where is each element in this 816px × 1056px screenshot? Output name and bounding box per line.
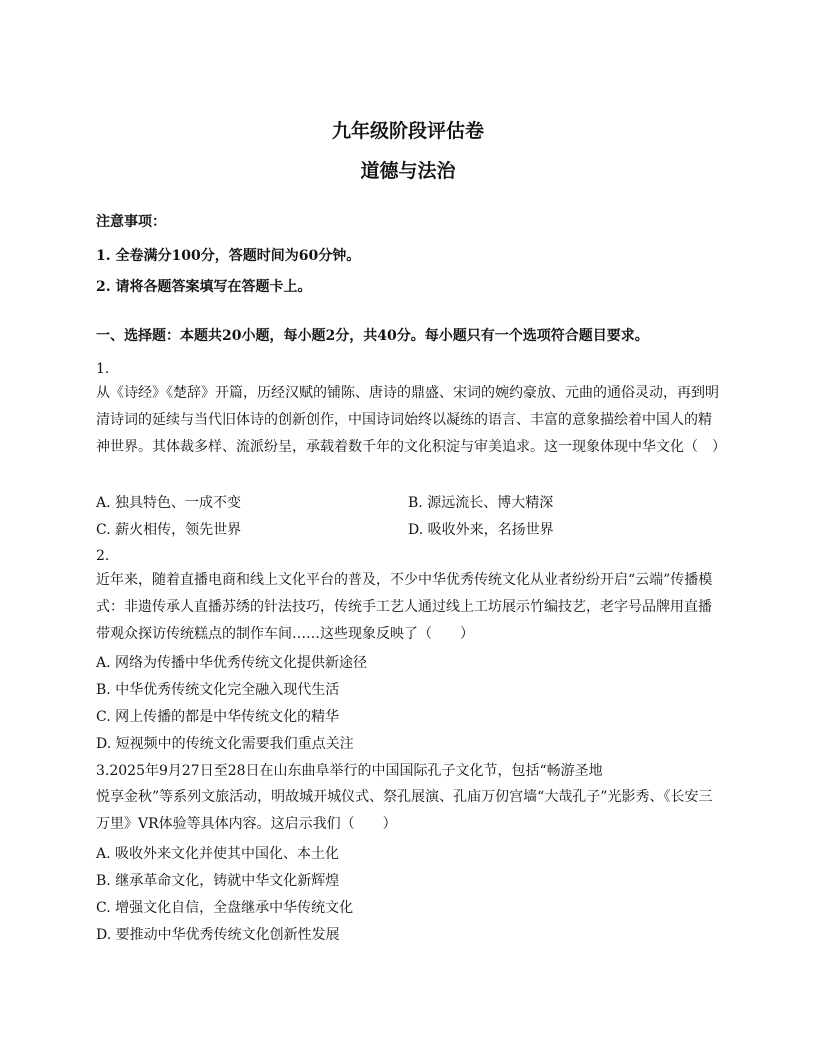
option-b: B. 源远流长、博大精深 (408, 495, 554, 511)
question-number: 2. (96, 548, 110, 564)
option-b: B. 继承革命文化，铸就中华文化新辉煌 (96, 873, 340, 889)
section-heading: 一、选择题：本题共20小题，每小题2分，共40分。每小题只有一个选项符合题目要求。 (96, 328, 649, 344)
exam-title: 九年级阶段评估卷 (331, 120, 484, 142)
option-a: A. 网络为传播中华优秀传统文化提供新途径 (96, 655, 368, 671)
option-c: C. 薪火相传，领先世界 (96, 522, 242, 538)
question-stem: 悦享金秋”等系列文旅活动，明故城开城仪式、祭孔展演、孔庙万仞宫墙“大哉孔子”光影秀、《长安三万里》VR体验等具体内容。这启示我们（ ） (96, 789, 713, 832)
option-c: C. 网上传播的都是中华传统文化的精华 (96, 709, 340, 725)
notice-item: 1. 全卷满分100分，答题时间为60分钟。 (96, 248, 361, 264)
option-d: D. 吸收外来，名扬世界 (408, 522, 554, 538)
option-a: A. 独具特色、一成不变 (96, 495, 242, 511)
question-number: 1. (96, 361, 110, 377)
option-d: D. 短视频中的传统文化需要我们重点关注 (96, 736, 354, 752)
option-a: A. 吸收外来文化并使其中国化、本土化 (96, 846, 340, 862)
option-c: C. 增强文化自信，全盘继承中华传统文化 (96, 900, 354, 916)
question-stem: 近年来，随着直播电商和线上文化平台的普及，不少中华优秀传统文化从业者纷纷开启“云端”传播模式：非遗传承人直播苏绣的针法技巧，传统手工艺人通过线上工坊展示竹编技艺，老字号品牌用直播带观众探访传统糕点的制作车间……这些现象反映了（ ） (96, 572, 713, 642)
option-b: B. 中华优秀传统文化完全融入现代生活 (96, 682, 340, 698)
notice-item: 2. 请将各题答案填写在答题卡上。 (96, 279, 312, 295)
exam-subject: 道德与法治 (360, 160, 456, 182)
question-number: 3. (96, 763, 110, 779)
notice-heading: 注意事项： (96, 214, 166, 230)
question-stem: 从《诗经》《楚辞》开篇，历经汉赋的铺陈、唐诗的鼎盛、宋词的婉约豪放、元曲的通俗灵动，再到明清诗词的延续与当代旧体诗的创新创作，中国诗词始终以凝练的语言、丰富的意象描绘着中国人的精神世界。其体裁多样、流派纷呈，承载着数千年的文化积淀与审美追求。这一现象体现中华文化（ ） (96, 385, 726, 455)
question-3-first-line (96, 761, 724, 781)
question-stem-line1: 2025年9月27日至28日在山东曲阜举行的中国国际孔子文化节，包括“畅游圣地 (109, 763, 603, 779)
option-d: D. 要推动中华优秀传统文化创新性发展 (96, 927, 340, 943)
